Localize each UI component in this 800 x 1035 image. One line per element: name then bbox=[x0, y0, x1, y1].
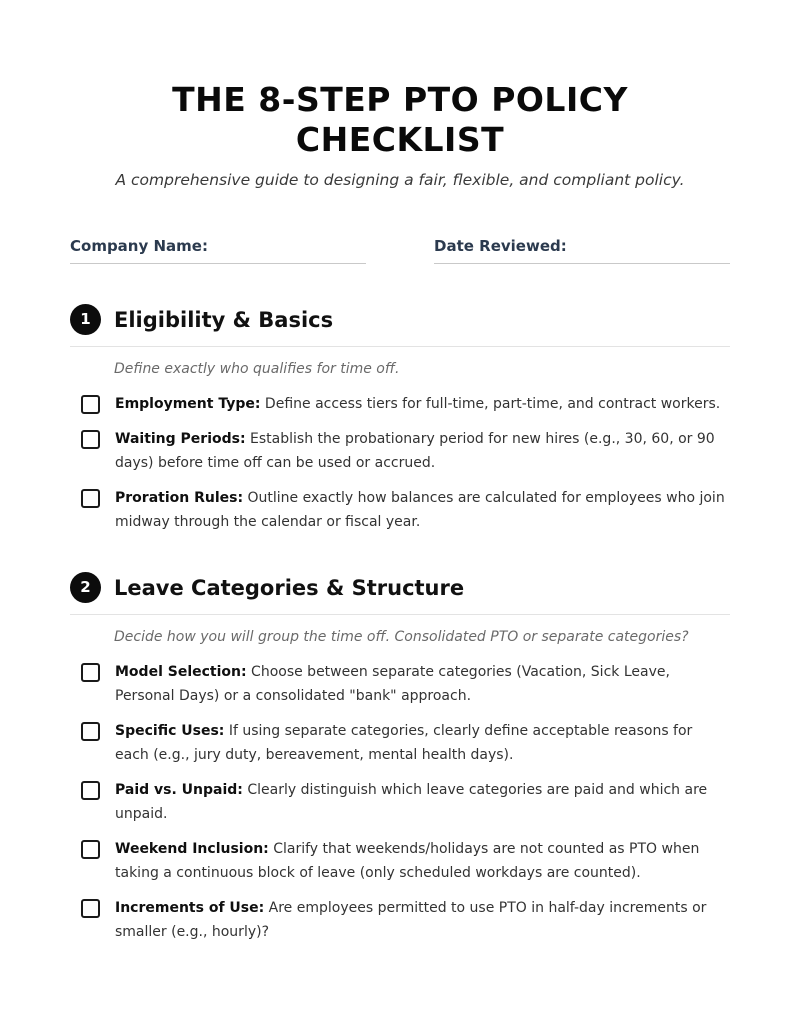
checklist-item-body: Clearly distinguish which leave categories are paid and which are unpaid. bbox=[115, 782, 708, 822]
checklist-item-waiting-periods bbox=[70, 430, 730, 475]
section-header bbox=[70, 304, 730, 347]
checklist-item-body: Choose between separate categories (Vacation, Sick Leave, Personal Days) or a consolidated "bank" approach. bbox=[115, 664, 670, 704]
checkbox[interactable] bbox=[81, 395, 100, 414]
checklist-item-body: If using separate categories, clearly define acceptable reasons for each (e.g., jury duty, bereavement, mental health days). bbox=[115, 723, 693, 763]
section-eligibility bbox=[70, 304, 730, 534]
company-name-field[interactable] bbox=[70, 236, 366, 264]
checkbox[interactable] bbox=[81, 722, 100, 741]
checklist-item-label: Increments of Use: bbox=[115, 900, 265, 916]
section-header bbox=[70, 572, 730, 615]
checklist-item-body: Clarify that weekends/holidays are not counted as PTO when taking a continuous block of leave (only scheduled workdays are counted). bbox=[115, 841, 700, 881]
checklist-item-text bbox=[115, 719, 730, 767]
form-fields bbox=[70, 236, 730, 264]
section-number-badge: 1 bbox=[70, 304, 101, 335]
checklist-item-label: Employment Type: bbox=[115, 396, 261, 412]
checklist-item-body: Are employees permitted to use PTO in half-day increments or smaller (e.g., hourly)? bbox=[115, 900, 707, 940]
checkbox[interactable] bbox=[81, 489, 100, 508]
checkbox[interactable] bbox=[81, 781, 100, 800]
date-reviewed-value[interactable] bbox=[572, 236, 582, 256]
section-description: Define exactly who qualifies for time off. bbox=[114, 361, 400, 377]
checklist-item-label: Weekend Inclusion: bbox=[115, 841, 269, 857]
checklist-item-label: Waiting Periods: bbox=[115, 431, 246, 447]
checklist-item-text bbox=[115, 427, 730, 475]
checklist-item-paid-vs-unpaid bbox=[70, 781, 730, 826]
section-title: Leave Categories & Structure bbox=[114, 575, 465, 600]
section-leave-categories bbox=[70, 572, 730, 944]
checklist bbox=[70, 663, 730, 944]
company-name-value[interactable] bbox=[213, 236, 223, 256]
checklist-item-text bbox=[115, 486, 730, 534]
date-reviewed-field[interactable] bbox=[434, 236, 730, 264]
checklist-item-body: Establish the probationary period for new hires (e.g., 30, 60, or 90 days) before time off can be used or accrued. bbox=[115, 431, 715, 471]
checklist-item-employment-type bbox=[70, 395, 730, 416]
checkbox[interactable] bbox=[81, 663, 100, 682]
checklist bbox=[70, 395, 730, 534]
company-name-label: Company Name: bbox=[70, 237, 208, 255]
page-title: THE 8-STEP PTO POLICY CHECKLIST bbox=[172, 80, 628, 159]
date-reviewed-label: Date Reviewed: bbox=[434, 237, 567, 255]
checklist-item-proration-rules bbox=[70, 489, 730, 534]
checklist-item-body: Outline exactly how balances are calculated for employees who join midway through the calendar or fiscal year. bbox=[115, 490, 725, 530]
section-number-badge: 2 bbox=[70, 572, 101, 603]
checklist-item-text bbox=[115, 778, 730, 826]
checklist-item-model-selection bbox=[70, 663, 730, 708]
checklist-item-label: Specific Uses: bbox=[115, 723, 225, 739]
checklist-item-label: Model Selection: bbox=[115, 664, 247, 680]
checkbox[interactable] bbox=[81, 840, 100, 859]
checkbox[interactable] bbox=[81, 430, 100, 449]
checklist-item-text bbox=[115, 837, 730, 885]
page-subtitle: A comprehensive guide to designing a fair, flexible, and compliant policy. bbox=[115, 171, 685, 189]
checklist-item-text bbox=[115, 896, 730, 944]
section-title: Eligibility & Basics bbox=[114, 307, 334, 332]
checklist-item-weekend-inclusion bbox=[70, 840, 730, 885]
checkbox[interactable] bbox=[81, 899, 100, 918]
checklist-item-text bbox=[115, 392, 720, 416]
section-description: Decide how you will group the time off. Consolidated PTO or separate categories? bbox=[114, 629, 689, 645]
checklist-item-increments-of-use bbox=[70, 899, 730, 944]
checklist-item-body: Define access tiers for full-time, part-time, and contract workers. bbox=[260, 396, 721, 412]
checklist-item-text bbox=[115, 660, 730, 708]
checklist-item-specific-uses bbox=[70, 722, 730, 767]
checklist-item-label: Proration Rules: bbox=[115, 490, 244, 506]
checklist-item-label: Paid vs. Unpaid: bbox=[115, 782, 243, 798]
